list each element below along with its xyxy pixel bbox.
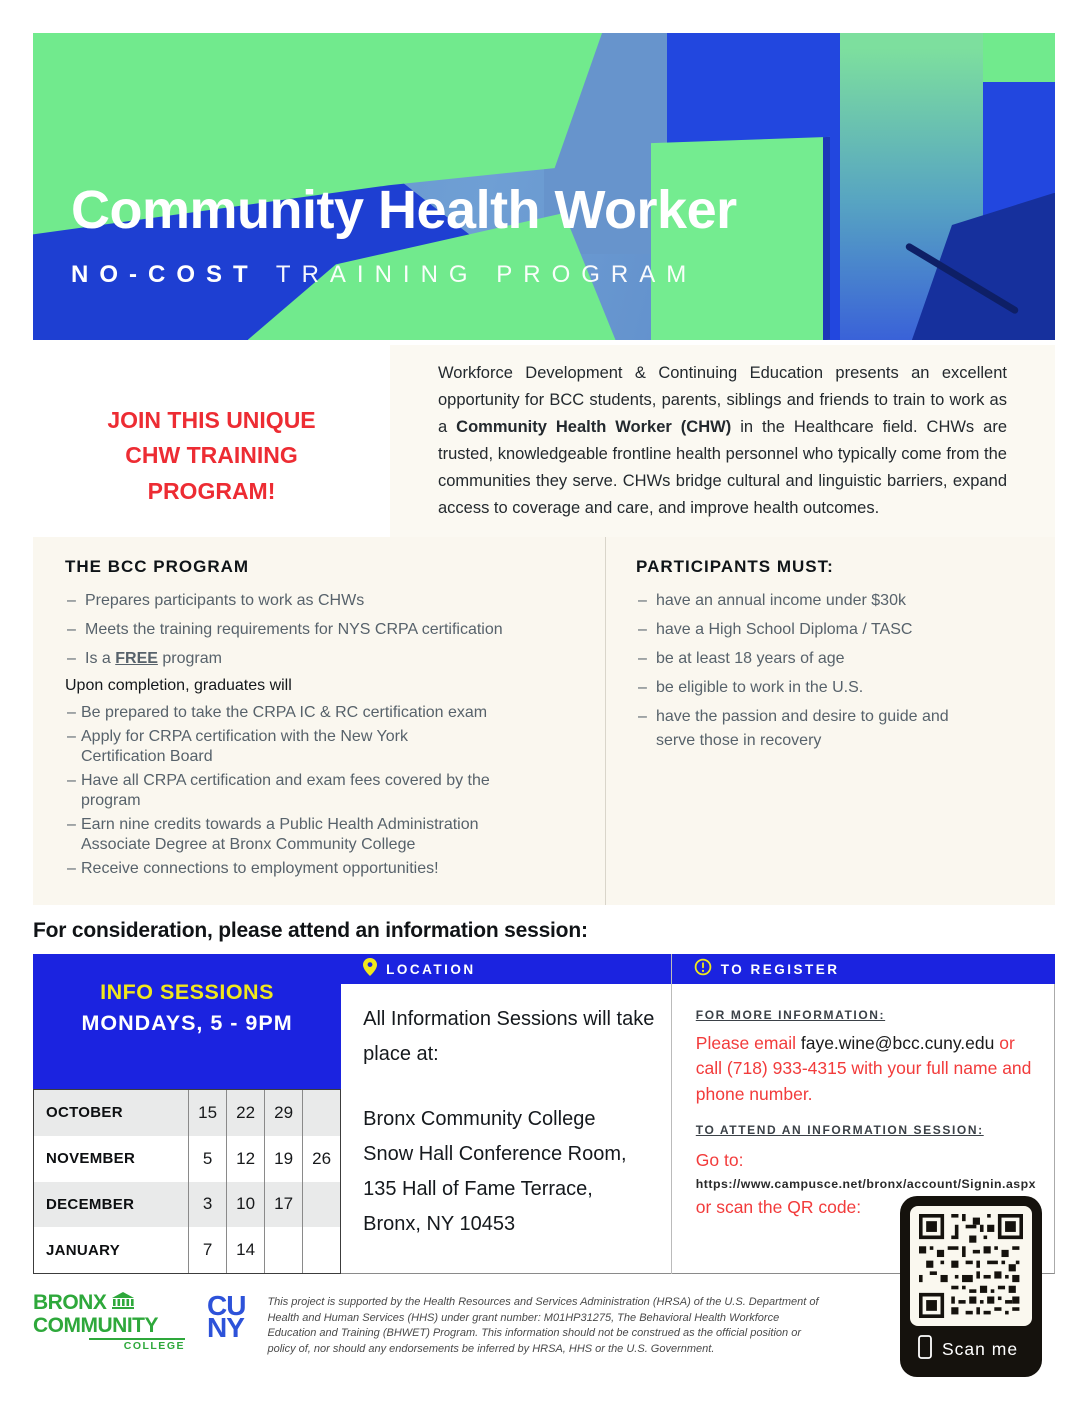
bcc-program-column xyxy=(33,537,605,905)
sessions-column xyxy=(33,954,341,1274)
session-date xyxy=(302,1182,340,1228)
program-bullet: – Meets the training requirements for NYS CRPA certification xyxy=(65,618,565,642)
intro-text-1: Workforce Development & Continuing Education presents an excellent opportunity for BCC students, parents, siblings and friends to train to work as a xyxy=(438,364,1007,437)
details-section xyxy=(33,537,1055,905)
participant-bullet: – have an annual income under $30k xyxy=(636,589,988,613)
join-callout xyxy=(33,345,390,537)
participant-bullet: – have a High School Diploma / TASC xyxy=(636,618,988,642)
session-date: 22 xyxy=(226,1090,264,1136)
grad-bullet: – Receive connections to employment opportunities! xyxy=(65,859,535,879)
intro-paragraph xyxy=(438,360,1007,521)
grad-bullet: – Apply for CRPA certification with the New York Certification Board xyxy=(65,727,495,767)
session-date: 14 xyxy=(226,1227,264,1273)
cuny-logo xyxy=(207,1290,246,1344)
grad-bullet: – Earn nine credits towards a Public Health Administration Associate Degree at Bronx Community College xyxy=(65,815,535,855)
participants-heading: PARTICIPANTS MUST: xyxy=(636,557,834,576)
month-label: DECEMBER xyxy=(46,1195,135,1213)
qr-code-block xyxy=(901,1197,1041,1376)
attend-label: TO ATTEND AN INFORMATION SESSION: xyxy=(695,1123,984,1138)
info-sessions-time: MONDAYS, 5 - 9PM xyxy=(81,1010,293,1035)
session-date: 7 xyxy=(188,1227,226,1273)
address-line: 135 Hall of Fame Terrace, xyxy=(363,1178,593,1200)
info-sessions-title: INFO SESSIONS xyxy=(100,979,274,1004)
goto-label: Go to: xyxy=(695,1150,744,1171)
session-date: 3 xyxy=(188,1182,226,1228)
info-sessions-header xyxy=(33,954,341,1089)
subtitle-bold: NO-COST xyxy=(71,261,259,288)
upon-completion-label: Upon completion, graduates will xyxy=(65,677,292,694)
month-label: JANUARY xyxy=(46,1241,121,1259)
scan-me-row xyxy=(910,1326,1032,1376)
address-line: Bronx, NY 10453 xyxy=(363,1213,516,1235)
email-address[interactable]: faye.wine@bcc.cuny.edu xyxy=(800,1033,995,1053)
session-date-grid xyxy=(33,1089,341,1274)
intro-text-bold: Community Health Worker (CHW) xyxy=(456,418,732,437)
free-word: FREE xyxy=(115,650,158,667)
address-line: Snow Hall Conference Room, xyxy=(363,1143,627,1165)
location-header-label: LOCATION xyxy=(386,961,476,977)
bcc-logo-line2: COMMUNITY xyxy=(33,1314,158,1337)
alert-icon xyxy=(694,958,712,981)
grad-bullet: – Be prepared to take the CRPA IC & RC certification exam xyxy=(65,703,535,723)
table-row xyxy=(34,1227,340,1273)
session-date: 19 xyxy=(264,1136,302,1182)
page-subtitle xyxy=(71,261,737,289)
join-line-3: PROGRAM! xyxy=(147,477,276,504)
table-row xyxy=(34,1090,340,1136)
contact-paragraph xyxy=(696,1031,1036,1107)
location-column xyxy=(341,954,671,1274)
session-date xyxy=(302,1090,340,1136)
cuny-logo-line1: CU xyxy=(207,1290,246,1321)
session-date: 29 xyxy=(264,1090,302,1136)
participant-bullet: – be eligible to work in the U.S. xyxy=(636,676,988,700)
qr-code xyxy=(910,1206,1032,1326)
cuny-logo-line2: NY xyxy=(207,1312,244,1344)
join-line-1: JOIN THIS UNIQUE xyxy=(107,406,316,433)
participant-bullet: – have the passion and desire to guide and serve those in recovery xyxy=(636,705,988,753)
month-label: NOVEMBER xyxy=(46,1150,136,1168)
scan-me-label: Scan me xyxy=(942,1339,1019,1359)
scan-qr-label: or scan the QR code: xyxy=(695,1197,862,1218)
session-date: 10 xyxy=(226,1182,264,1228)
grant-disclaimer: This project is supported by the Health Resources and Services Administration (HRSA) of the U.S. Department of Health and Human Services (HHS) under grant number: M01HP31275, The Behavioral Health Workforce Education and Training (BHWET) Program. This information should not be construed as the official position or policy of, nor should any endorsements be inferred by HRSA, HHS or the U.S. Government. xyxy=(267,1296,819,1355)
table-row xyxy=(34,1182,340,1228)
signup-url[interactable]: https://www.campusce.net/bronx/account/Signin.aspx xyxy=(695,1177,1036,1192)
participant-bullet: – be at least 18 years of age xyxy=(636,647,988,671)
table-row xyxy=(34,1136,340,1182)
session-date: 26 xyxy=(302,1136,340,1182)
grad-bullet: – Have all CRPA certification and exam fees covered by the program xyxy=(65,771,515,811)
subtitle-rest: TRAINING PROGRAM xyxy=(258,261,698,288)
participants-column xyxy=(605,537,1055,905)
address-line: Bronx Community College xyxy=(363,1108,596,1130)
more-info-label: FOR MORE INFORMATION: xyxy=(695,1008,886,1022)
register-header-label: TO REGISTER xyxy=(720,961,840,977)
month-label: OCTOBER xyxy=(46,1104,123,1122)
bcc-logo xyxy=(33,1292,185,1352)
location-header xyxy=(341,954,671,984)
program-bullet-free xyxy=(65,647,565,671)
hero-shape xyxy=(983,33,1055,82)
free-post: program xyxy=(157,650,222,667)
session-date xyxy=(302,1227,340,1273)
contact-pre: Please email xyxy=(695,1033,801,1053)
location-intro: All Information Sessions will take place at: xyxy=(363,1008,655,1065)
consideration-heading: For consideration, please attend an information session: xyxy=(33,919,588,942)
qr-frame xyxy=(901,1197,1041,1376)
map-pin-icon xyxy=(363,958,377,981)
session-date: 15 xyxy=(188,1090,226,1136)
contact-post: or call (718) 933-4315 with your full name and phone number. xyxy=(695,1033,1032,1104)
session-date: 17 xyxy=(264,1182,302,1228)
session-date: 12 xyxy=(226,1136,264,1182)
bcc-logo-line1: BRONX xyxy=(33,1291,107,1314)
program-heading: THE BCC PROGRAM xyxy=(65,557,250,576)
register-header xyxy=(672,954,1055,984)
location-body xyxy=(341,984,671,1274)
building-icon xyxy=(110,1292,136,1313)
session-date: 5 xyxy=(188,1136,226,1182)
intro-text-2: in the Healthcare field. CHWs are trusted, knowledgeable frontline health personnel who typically come from the communities they serve. CHWs bridge cultural and linguistic barriers, expand access to coverage and care, and improve health outcomes. xyxy=(438,418,1008,517)
intro-panel xyxy=(390,345,1055,537)
bcc-logo-line3: COLLEGE xyxy=(89,1338,185,1352)
program-bullet: – Prepares participants to work as CHWs xyxy=(65,589,565,613)
page-title: Community Health Worker xyxy=(71,180,737,240)
hero-photo-banner xyxy=(33,33,1055,340)
phone-icon xyxy=(918,1335,932,1364)
session-date xyxy=(264,1227,302,1273)
free-pre: Is a xyxy=(85,650,116,667)
join-line-2: CHW TRAINING xyxy=(125,442,298,469)
